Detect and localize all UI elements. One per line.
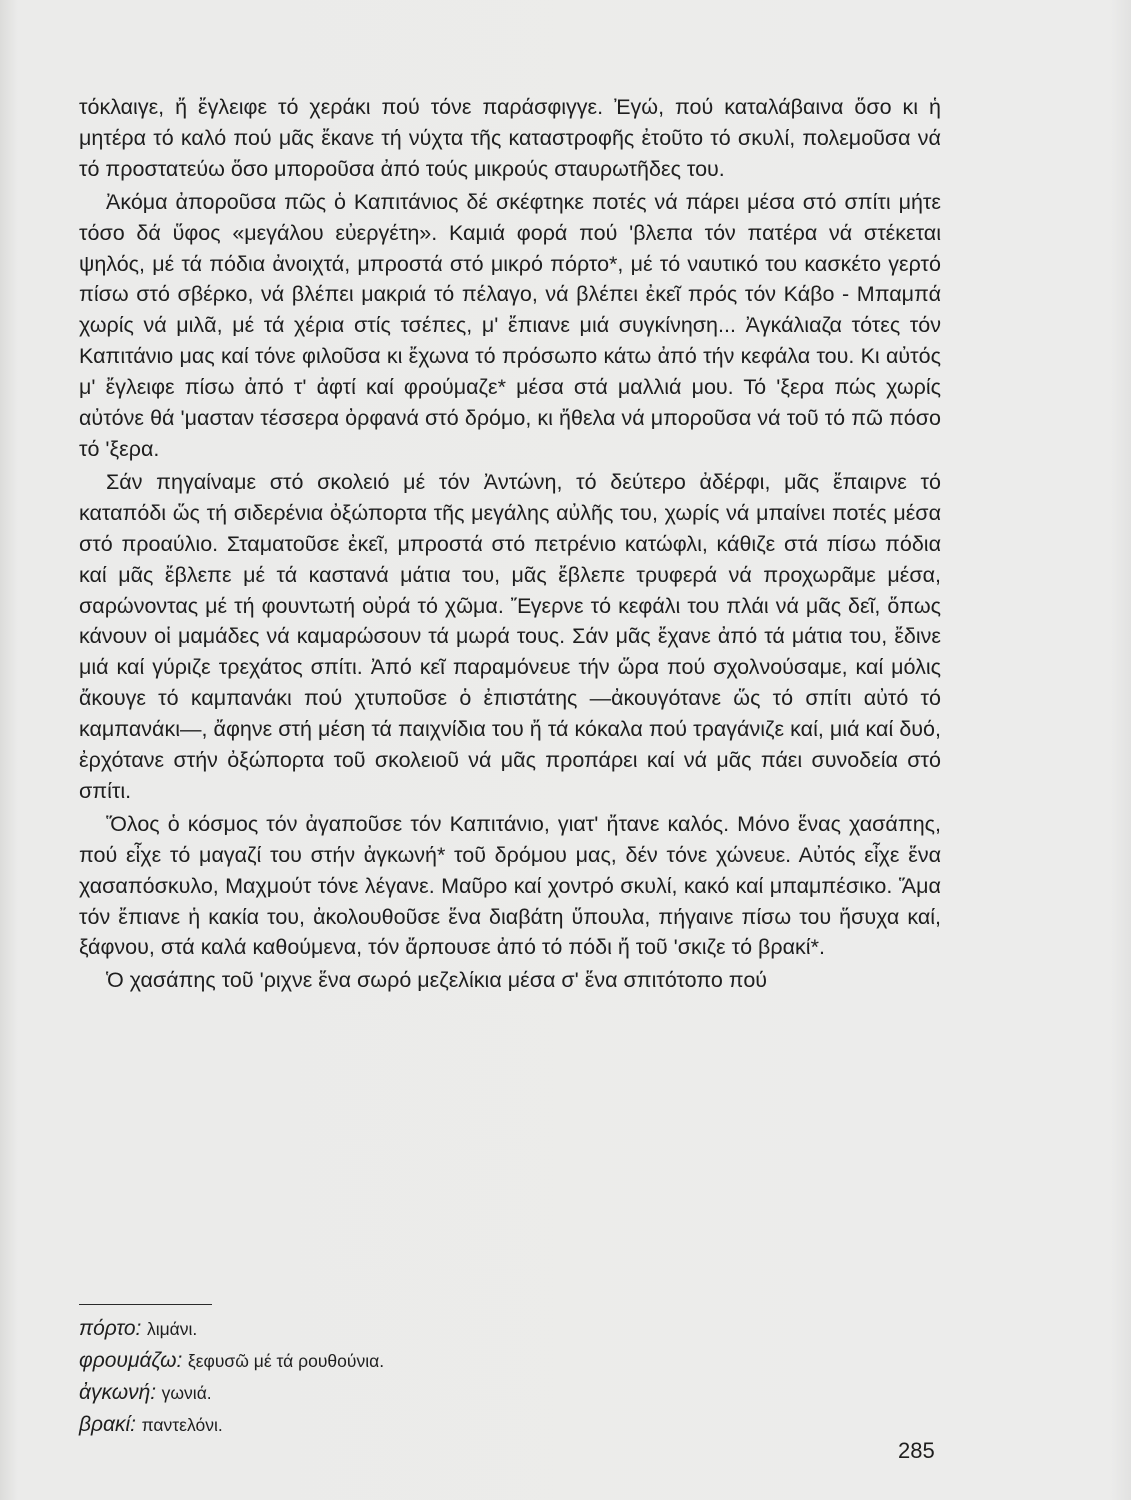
footnote	[79, 1409, 779, 1441]
footnote-term: φρουμάζω:	[79, 1349, 183, 1372]
footnote-term: βρακί:	[79, 1413, 137, 1436]
footnote-definition: παντελόνι.	[141, 1415, 223, 1435]
paragraph: Ὅλος ὁ κόσμος τόν ἀγαποῦσε τόν Καπιτάνιο, γιατ' ἤτανε καλός. Μόνο ἕνας χασάπης, πού εἶχε τό μαγαζί του στήν ἀγκωνή* τοῦ δρόμου μας, δέν τόνε χώνευε. Αὐτός εἶχε ἕνα χασαπόσκυλο, Μαχμούτ τόνε λέγανε. Μαῦρο καί χοντρό σκυλί, κακό καί μπαμπέσικο. Ἅμα τόν ἔπιανε ἡ κακία του, ἀκολουθοῦσε ἕνα διαβάτη ὕπουλα, πήγαινε πίσω του ἥσυχα καί, ξάφνου, στά καλά καθούμενα, τόν ἄρπουσε ἀπό τό πόδι ἤ τοῦ 'σκιζε τό βρακί*.	[79, 811, 941, 960]
footnote-definition: γωνιά.	[161, 1383, 212, 1403]
footnote	[79, 1313, 779, 1345]
footnote	[79, 1345, 779, 1377]
footnote-definition: λιμάνι.	[146, 1319, 198, 1339]
paragraph: Ἀκόμα ἀποροῦσα πῶς ὁ Καπιτάνιος δέ σκέφτηκε ποτές νά πάρει μέσα στό σπίτι μήτε τόσο δά ὕφος «μεγάλου εὐεργέτη». Καμιά φορά πού 'βλεπα τόν πατέρα νά στέκεται ψηλός, μέ τά πόδια ἀνοιχτά, μπροστά στό μικρό πόρτο*, μέ τό ναυτικό του κασκέτο γερτό πίσω στό σβέρκο, νά βλέπει μακριά τό πέλαγο, νά βλέπει ἐκεῖ πρός τόν Κάβο - Μπαμπά χωρίς νά μιλᾶ, μέ τά χέρια στίς τσέπες, μ' ἔπιανε μιά συγκίνηση... Ἀγκάλιαζα τότες τόν Καπιτάνιο μας καί τόνε φιλοῦσα κι ἔχωνα τό πρόσωπο κάτω ἀπό τήν κεφάλα του. Κι αὐτός μ' ἔγλειφε πίσω ἀπό τ' ἀφτί καί φρούμαζε* μέσα στά μαλλιά μου. Τό 'ξερα πώς χωρίς αὐτόνε θά 'μασταν τέσσερα ὀρφανά στό δρόμο, κι ἤθελα νά μποροῦσα νά τοῦ τό πῶ πόσο τό 'ξερα.	[79, 189, 941, 461]
footnote-definition: ξεφυσῶ μέ τά ρουθούνια.	[187, 1351, 385, 1371]
footnote-term: ἀγκωνή:	[79, 1381, 157, 1404]
page-number: 285	[898, 1438, 935, 1463]
paragraph: Σάν πηγαίναμε στό σκολειό μέ τόν Ἀντώνη, τό δεύτερο ἀδέρφι, μᾶς ἔπαιρνε τό καταπόδι ὥς τή σιδερένια ὀξώπορτα τῆς μεγάλης αὐλῆς του, χωρίς νά μπαίνει ποτές μέσα στό προαύλιο. Σταματοῦσε ἐκεῖ, μπροστά στό πετρένιο κατώφλι, κάθιζε στά πίσω πόδια καί μᾶς ἔβλεπε μέ τά καστανά μάτια του, μᾶς ἔβλεπε τρυφερά νά προχωρᾶμε μέσα, σαρώνοντας μέ τή φουντωτή οὐρά τό χῶμα. Ἔγερνε τό κεφάλι του πλάι νά μᾶς δεῖ, ὅπως κάνουν οἱ μαμάδες νά καμαρώσουν τά μωρά τους. Σάν μᾶς ἔχανε ἀπό τά μάτια του, ἔδινε μιά καί γύριζε τρεχάτος σπίτι. Ἀπό κεῖ παραμόνευε τήν ὥρα πού σχολνούσαμε, καί μόλις ἄκουγε τό καμπανάκι πού χτυποῦσε ὁ ἐπιστάτης —ἀκουγότανε ὥς τό σπίτι αὐτό τό καμπανάκι—, ἄφηνε στή μέση τά παιχνίδια του ἤ τά κόκαλα πού τραγάνιζε καί, μιά καί δυό, ἐρχότανε στήν ὀξώπορτα τοῦ σκολειοῦ νά μᾶς προπάρει καί νά μᾶς πάει συνοδεία στό σπίτι.	[79, 469, 941, 803]
footnote	[79, 1377, 779, 1409]
footnote-term: πόρτο:	[79, 1317, 142, 1340]
paragraph: Ὁ χασάπης τοῦ 'ριχνε ἕνα σωρό μεζελίκια μέσα σ' ἕνα σπιτότοπο πού	[106, 968, 768, 993]
paragraph: τόκλαιγε, ἤ ἔγλειφε τό χεράκι πού τόνε παράσφιγγε. Ἐγώ, πού καταλάβαινα ὅσο κι ἡ μητέρα τό καλό πού μᾶς ἔκανε τή νύχτα τῆς καταστροφῆς ἐτοῦτο τό σκυλί, πολεμοῦσα νά τό προστατεύω ὅσο μποροῦσα ἀπό τούς μικρούς σταυρωτῆδες του.	[79, 95, 941, 181]
footnote-divider	[79, 1304, 212, 1305]
footnotes	[79, 1313, 779, 1441]
body-text	[79, 92, 941, 998]
